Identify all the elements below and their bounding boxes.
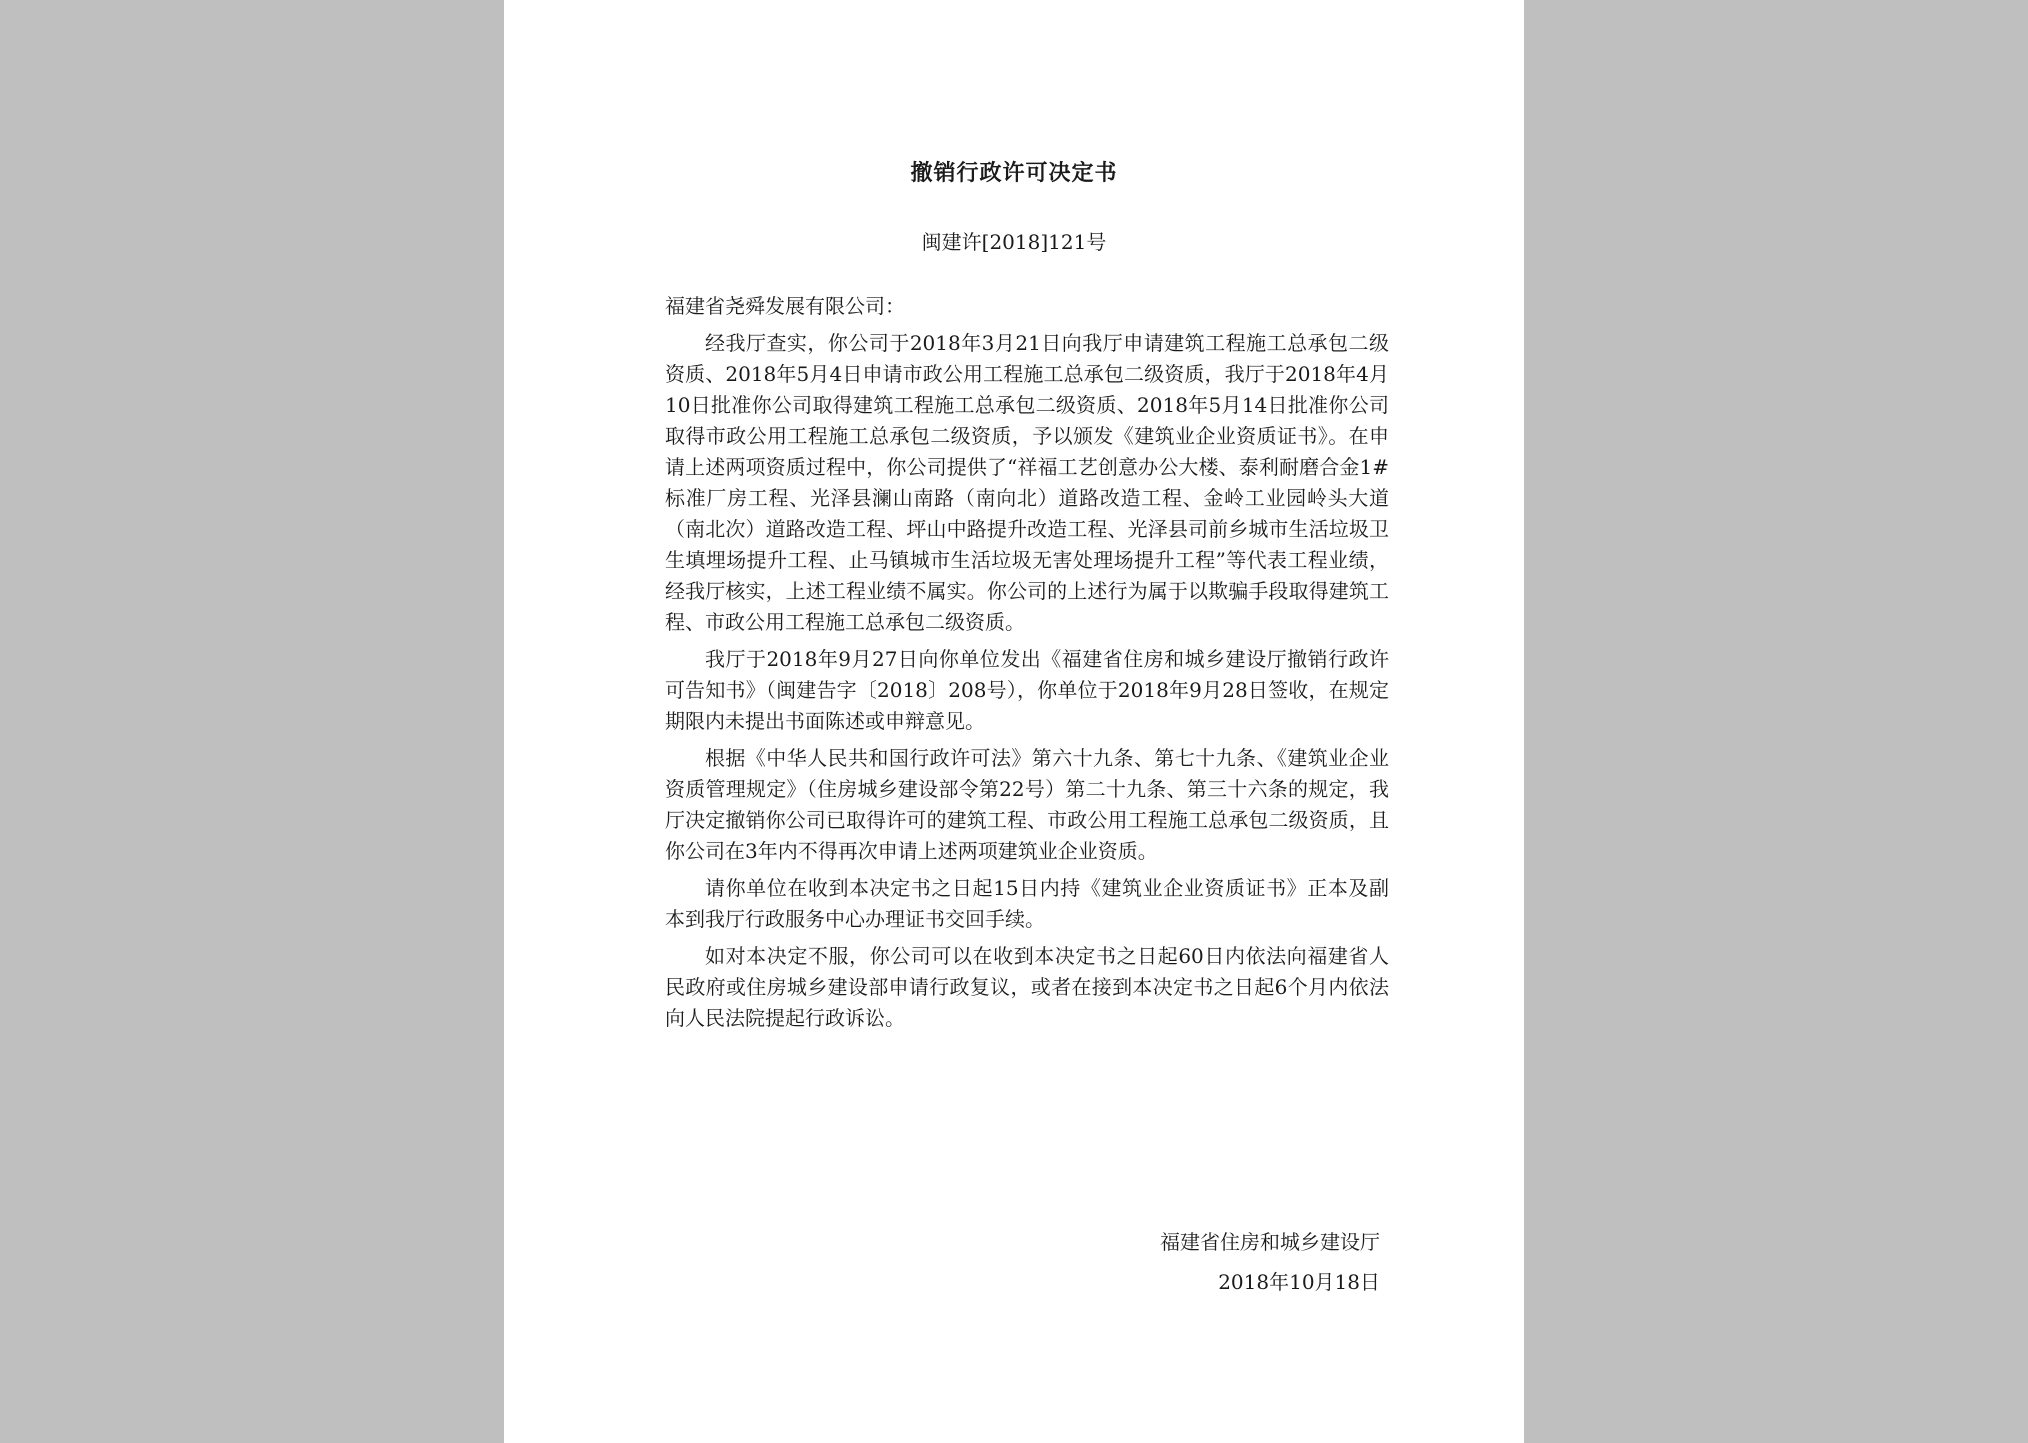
- document-page: [504, 0, 1524, 1443]
- paragraph-certificate-return: 请你单位在收到本决定书之日起15日内持《建筑业企业资质证书》正本及副本到我厅行政服务中心办理证书交回手续。: [665, 876, 1389, 931]
- paragraph-decision: 根据《中华人民共和国行政许可法》第六十九条、第七十九条、《建筑业企业资质管理规定》（住房城乡建设部令第22号）第二十九条、第三十六条的规定，我厅决定撤销你公司已取得许可的建筑工程、市政公用工程施工总承包二级资质，且你公司在3年内不得再次申请上述两项建筑业企业资质。: [665, 746, 1389, 863]
- document-body: [665, 291, 1389, 1040]
- document-title: 撤销行政许可决定书: [910, 161, 1118, 186]
- signature-block: [1160, 1222, 1380, 1302]
- issue-date: 2018年10月18日: [1218, 1270, 1380, 1294]
- paragraph-notice: 我厅于2018年9月27日向你单位发出《福建省住房和城乡建设厅撤销行政许可告知书》（闽建告字〔2018〕208号），你单位于2018年9月28日签收，在规定期限内未提出书面陈述或申辩意见。: [665, 647, 1389, 733]
- issuer-name: 福建省住房和城乡建设厅: [1160, 1230, 1380, 1254]
- salutation: 福建省尧舜发展有限公司：: [665, 294, 905, 318]
- document-number: 闽建许[2018]121号: [921, 230, 1107, 254]
- paragraph-findings: 经我厅查实，你公司于2018年3月21日向我厅申请建筑工程施工总承包二级资质、2018年5月4日申请市政公用工程施工总承包二级资质，我厅于2018年4月10日批准你公司取得建筑工程施工总承包二级资质、2018年5月14日批准你公司取得市政公用工程施工总承包二级资质，予以颁发《建筑业企业资质证书》。在申请上述两项资质过程中，你公司提供了“祥福工艺创意办公大楼、泰利耐磨合金1#标准厂房工程、光泽县澜山南路（南向北）道路改造工程、金岭工业园岭头大道（南北次）道路改造工程、坪山中路提升改造工程、光泽县司前乡城市生活垃圾卫生填埋场提升工程、止马镇城市生活垃圾无害处理场提升工程”等代表工程业绩，经我厅核实，上述工程业绩不属实。你公司的上述行为属于以欺骗手段取得建筑工程、市政公用工程施工总承包二级资质。: [665, 331, 1389, 634]
- paragraph-appeal: 如对本决定不服，你公司可以在收到本决定书之日起60日内依法向福建省人民政府或住房城乡建设部申请行政复议，或者在接到本决定书之日起6个月内依法向人民法院提起行政诉讼。: [665, 944, 1389, 1030]
